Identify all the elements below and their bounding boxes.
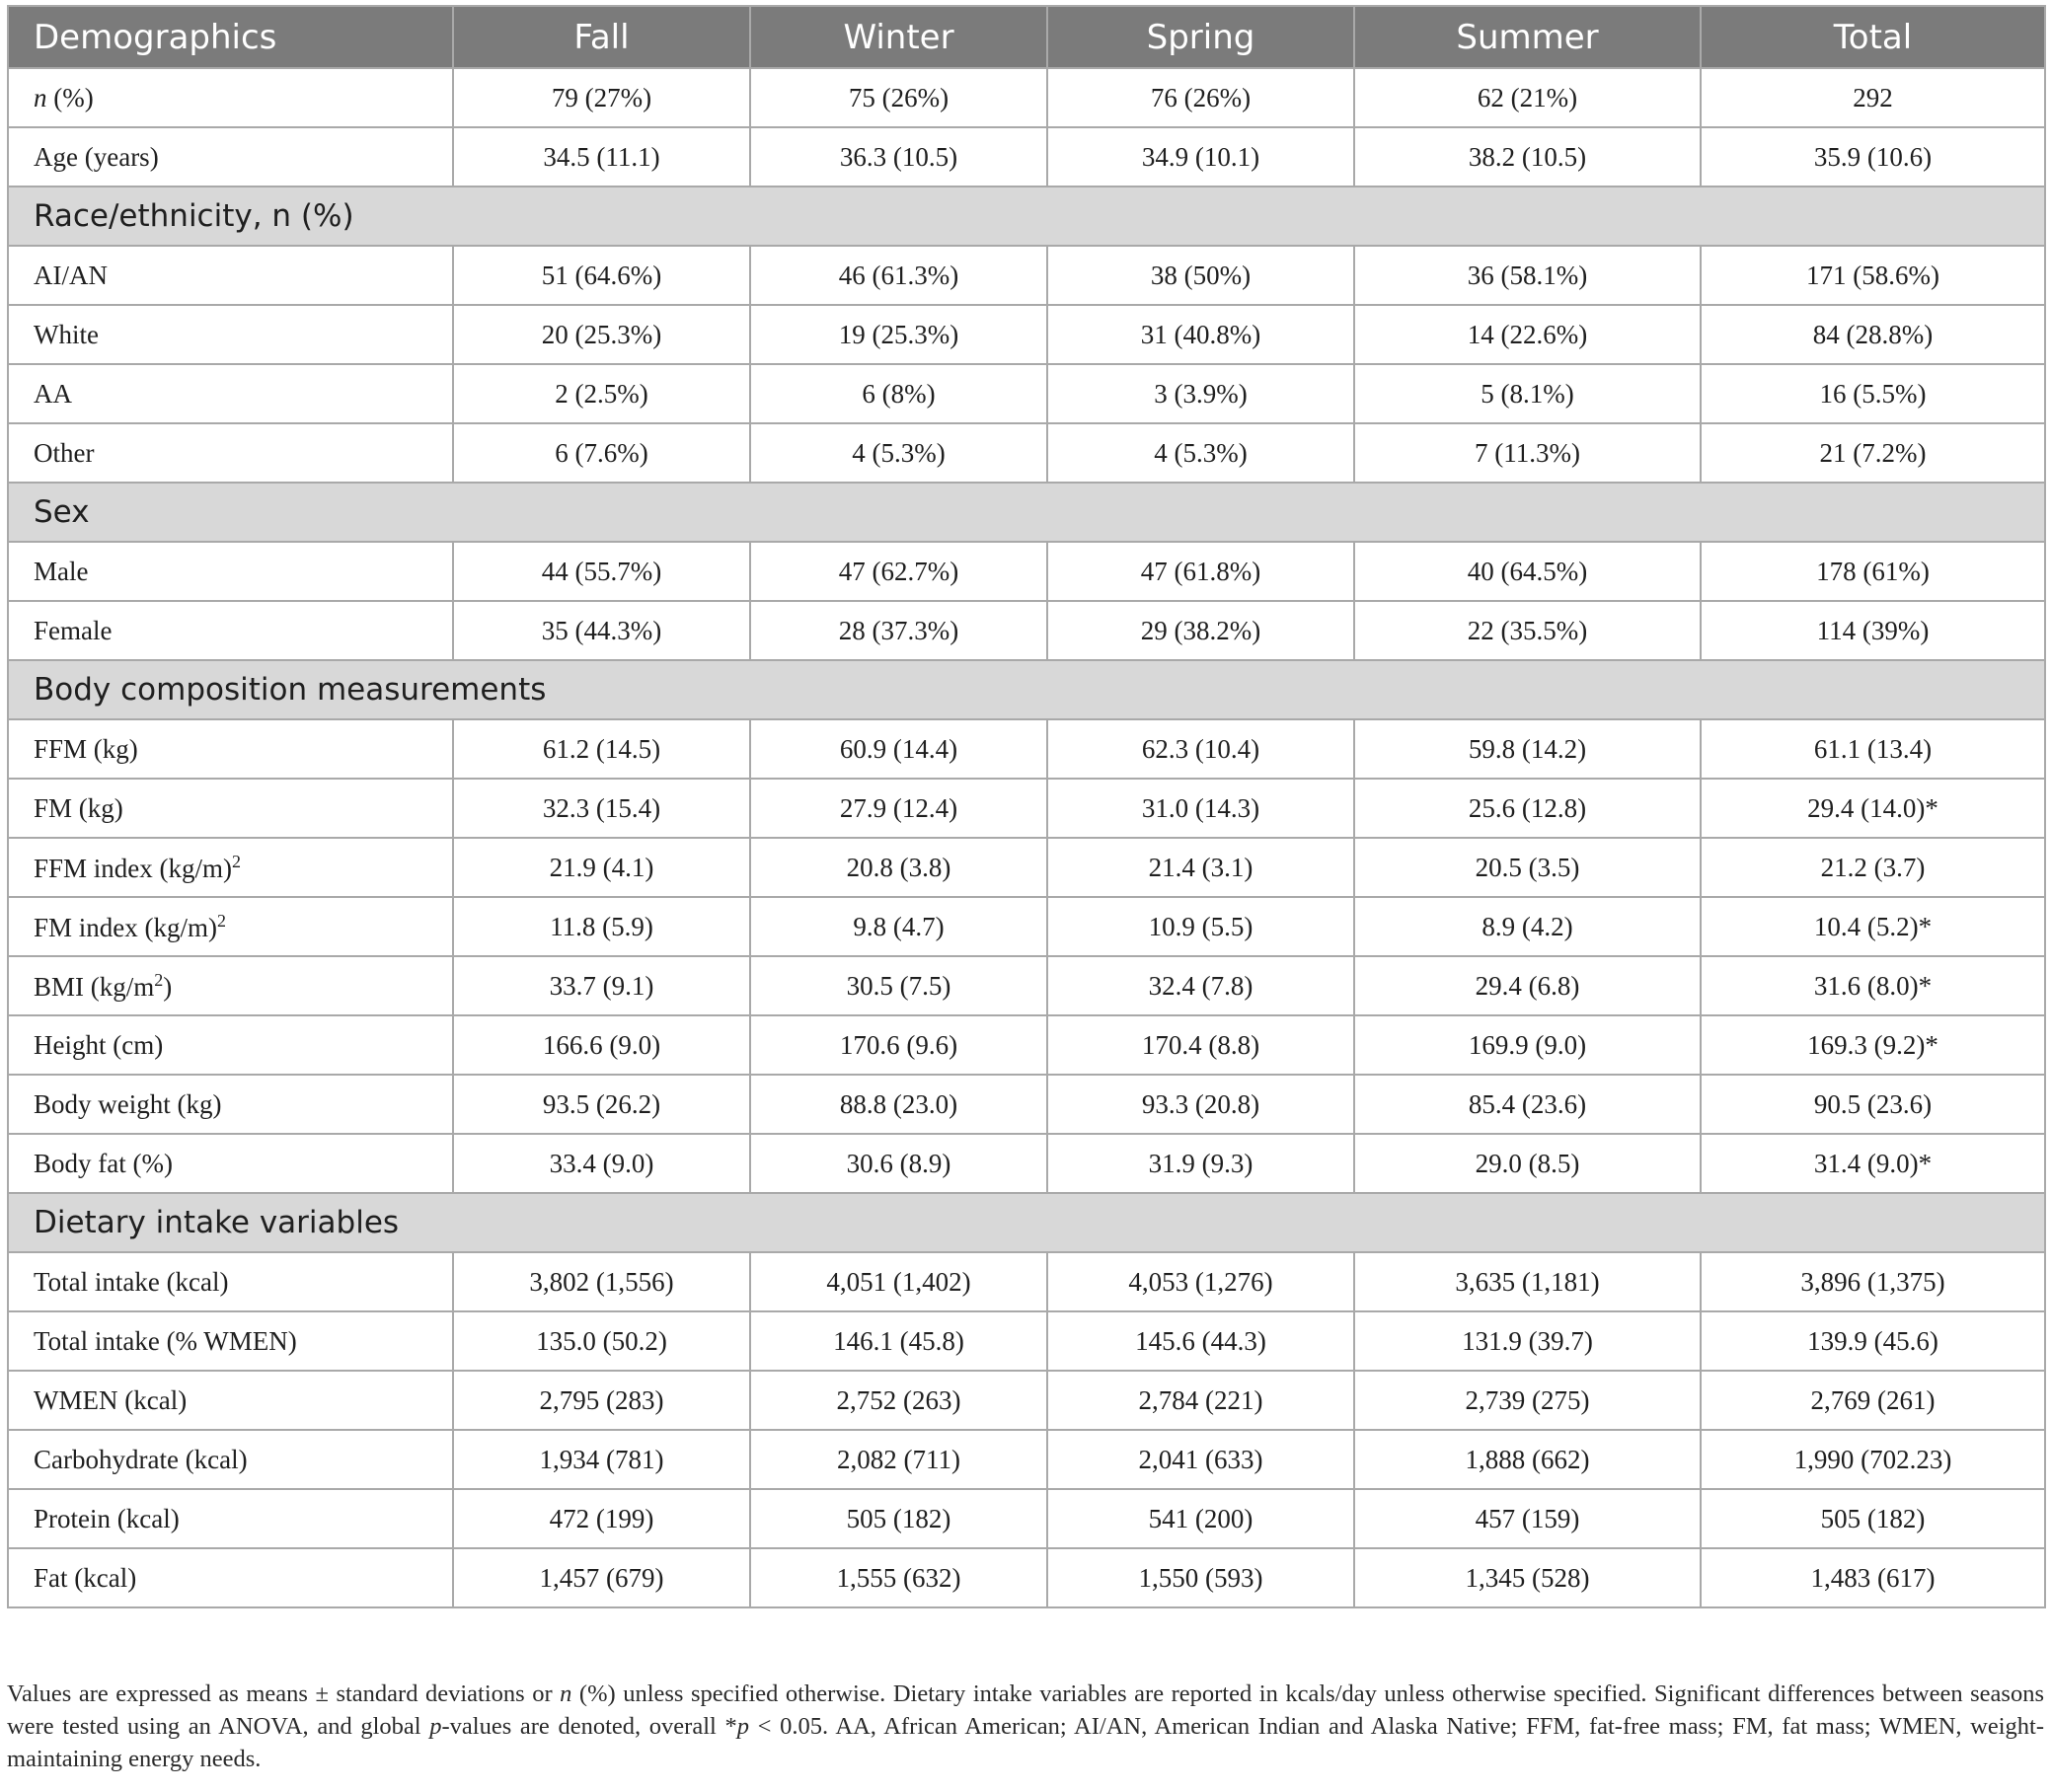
cell-winter: 1,555 (632)	[750, 1548, 1047, 1607]
header-summer: Summer	[1354, 6, 1701, 68]
cell-fall: 2 (2.5%)	[453, 364, 750, 423]
cell-winter: 47 (62.7%)	[750, 542, 1047, 601]
header-winter: Winter	[750, 6, 1047, 68]
cell-summer: 29.4 (6.8)	[1354, 956, 1701, 1015]
table-row	[8, 1311, 2045, 1371]
cell-winter: 27.9 (12.4)	[750, 779, 1047, 838]
cell-total: 171 (58.6%)	[1701, 246, 2045, 305]
section-header-row	[8, 187, 2045, 246]
header-total: Total	[1701, 6, 2045, 68]
table-row	[8, 1252, 2045, 1311]
row-label	[8, 838, 453, 897]
cell-summer: 3,635 (1,181)	[1354, 1252, 1701, 1311]
cell-spring: 76 (26%)	[1047, 68, 1354, 127]
section-title-dietary-intake-variables: Dietary intake variables	[8, 1193, 2045, 1252]
row-label	[8, 956, 453, 1015]
section-header-row	[8, 1193, 2045, 1252]
header-spring: Spring	[1047, 6, 1354, 68]
cell-summer: 85.4 (23.6)	[1354, 1075, 1701, 1134]
cell-total: 31.6 (8.0)*	[1701, 956, 2045, 1015]
cell-total: 292	[1701, 68, 2045, 127]
table-body	[8, 68, 2045, 1607]
cell-summer: 22 (35.5%)	[1354, 601, 1701, 660]
row-label-text: Male	[34, 556, 89, 586]
footnote-text: Values are expressed as means ± standard deviations or	[7, 1680, 561, 1707]
section-header-row	[8, 483, 2045, 542]
cell-spring: 34.9 (10.1)	[1047, 127, 1354, 187]
row-label	[8, 542, 453, 601]
cell-spring: 31.0 (14.3)	[1047, 779, 1354, 838]
table-row	[8, 1075, 2045, 1134]
cell-summer: 36 (58.1%)	[1354, 246, 1701, 305]
cell-spring: 4 (5.3%)	[1047, 423, 1354, 483]
row-label	[8, 1015, 453, 1075]
footnote-text: -values are denoted, overall *	[441, 1713, 737, 1740]
row-label	[8, 68, 453, 127]
row-label	[8, 1548, 453, 1607]
table-row	[8, 1489, 2045, 1548]
table-row	[8, 838, 2045, 897]
cell-summer: 1,888 (662)	[1354, 1430, 1701, 1489]
cell-winter: 6 (8%)	[750, 364, 1047, 423]
cell-fall: 79 (27%)	[453, 68, 750, 127]
table-row	[8, 542, 2045, 601]
cell-total: 29.4 (14.0)*	[1701, 779, 2045, 838]
cell-spring: 93.3 (20.8)	[1047, 1075, 1354, 1134]
cell-fall: 51 (64.6%)	[453, 246, 750, 305]
cell-fall: 166.6 (9.0)	[453, 1015, 750, 1075]
cell-spring: 31.9 (9.3)	[1047, 1134, 1354, 1193]
table-row	[8, 246, 2045, 305]
cell-total: 505 (182)	[1701, 1489, 2045, 1548]
row-label-text: Age (years)	[34, 141, 159, 172]
cell-winter: 4,051 (1,402)	[750, 1252, 1047, 1311]
row-label	[8, 305, 453, 364]
cell-spring: 3 (3.9%)	[1047, 364, 1354, 423]
cell-summer: 5 (8.1%)	[1354, 364, 1701, 423]
cell-total: 1,990 (702.23)	[1701, 1430, 2045, 1489]
cell-total: 169.3 (9.2)*	[1701, 1015, 2045, 1075]
row-label-text: Other	[34, 437, 95, 468]
cell-fall: 6 (7.6%)	[453, 423, 750, 483]
cell-winter: 46 (61.3%)	[750, 246, 1047, 305]
row-label-superscript: 2	[217, 910, 226, 931]
table-row	[8, 68, 2045, 127]
table-row	[8, 1371, 2045, 1430]
footnote-text: p	[736, 1713, 749, 1740]
demographics-table	[7, 5, 2046, 1608]
cell-fall: 33.7 (9.1)	[453, 956, 750, 1015]
cell-summer: 62 (21%)	[1354, 68, 1701, 127]
row-label	[8, 1075, 453, 1134]
footnote-text: p	[429, 1713, 442, 1740]
cell-fall: 34.5 (11.1)	[453, 127, 750, 187]
table-row	[8, 423, 2045, 483]
row-label-suffix: (%)	[46, 82, 94, 112]
cell-fall: 11.8 (5.9)	[453, 897, 750, 956]
row-label-text: FFM index (kg/m)	[34, 853, 233, 883]
cell-winter: 9.8 (4.7)	[750, 897, 1047, 956]
cell-total: 31.4 (9.0)*	[1701, 1134, 2045, 1193]
cell-fall: 35 (44.3%)	[453, 601, 750, 660]
cell-total: 1,483 (617)	[1701, 1548, 2045, 1607]
cell-spring: 31 (40.8%)	[1047, 305, 1354, 364]
row-label	[8, 1252, 453, 1311]
table-header-row	[8, 6, 2045, 68]
section-title-sex: Sex	[8, 483, 2045, 542]
table-footnote	[7, 1678, 2044, 1775]
cell-summer: 1,345 (528)	[1354, 1548, 1701, 1607]
cell-total: 35.9 (10.6)	[1701, 127, 2045, 187]
cell-fall: 135.0 (50.2)	[453, 1311, 750, 1371]
cell-spring: 62.3 (10.4)	[1047, 719, 1354, 779]
table-row	[8, 719, 2045, 779]
cell-fall: 2,795 (283)	[453, 1371, 750, 1430]
cell-fall: 472 (199)	[453, 1489, 750, 1548]
cell-summer: 25.6 (12.8)	[1354, 779, 1701, 838]
footnote-text: n	[560, 1680, 572, 1707]
cell-winter: 505 (182)	[750, 1489, 1047, 1548]
row-label	[8, 601, 453, 660]
cell-summer: 38.2 (10.5)	[1354, 127, 1701, 187]
cell-total: 16 (5.5%)	[1701, 364, 2045, 423]
cell-summer: 14 (22.6%)	[1354, 305, 1701, 364]
cell-spring: 170.4 (8.8)	[1047, 1015, 1354, 1075]
row-label-superscript: 2	[154, 969, 164, 990]
row-label-text: BMI (kg/m	[34, 971, 155, 1002]
row-label	[8, 1311, 453, 1371]
row-label-text: n	[34, 82, 47, 112]
cell-summer: 457 (159)	[1354, 1489, 1701, 1548]
section-header-row	[8, 660, 2045, 719]
cell-total: 139.9 (45.6)	[1701, 1311, 2045, 1371]
row-label	[8, 1371, 453, 1430]
cell-summer: 59.8 (14.2)	[1354, 719, 1701, 779]
cell-fall: 1,934 (781)	[453, 1430, 750, 1489]
cell-summer: 131.9 (39.7)	[1354, 1311, 1701, 1371]
cell-summer: 169.9 (9.0)	[1354, 1015, 1701, 1075]
row-label-text: Carbohydrate (kcal)	[34, 1444, 248, 1474]
cell-winter: 146.1 (45.8)	[750, 1311, 1047, 1371]
header-demographics: Demographics	[8, 6, 453, 68]
cell-spring: 4,053 (1,276)	[1047, 1252, 1354, 1311]
cell-total: 21 (7.2%)	[1701, 423, 2045, 483]
cell-spring: 10.9 (5.5)	[1047, 897, 1354, 956]
cell-spring: 541 (200)	[1047, 1489, 1354, 1548]
cell-winter: 75 (26%)	[750, 68, 1047, 127]
row-label-text: Body fat (%)	[34, 1148, 173, 1178]
cell-fall: 32.3 (15.4)	[453, 779, 750, 838]
cell-total: 84 (28.8%)	[1701, 305, 2045, 364]
row-label	[8, 423, 453, 483]
table-row	[8, 601, 2045, 660]
cell-winter: 4 (5.3%)	[750, 423, 1047, 483]
cell-fall: 61.2 (14.5)	[453, 719, 750, 779]
cell-total: 61.1 (13.4)	[1701, 719, 2045, 779]
table-row	[8, 364, 2045, 423]
table-row	[8, 127, 2045, 187]
section-title-race-ethnicity-n: Race/ethnicity, n (%)	[8, 187, 2045, 246]
cell-spring: 2,041 (633)	[1047, 1430, 1354, 1489]
row-label	[8, 1430, 453, 1489]
cell-summer: 40 (64.5%)	[1354, 542, 1701, 601]
row-label-text: AA	[34, 378, 72, 409]
table-row	[8, 956, 2045, 1015]
row-label-text: Protein (kcal)	[34, 1503, 180, 1533]
cell-summer: 29.0 (8.5)	[1354, 1134, 1701, 1193]
row-label-text: WMEN (kcal)	[34, 1384, 188, 1415]
cell-winter: 36.3 (10.5)	[750, 127, 1047, 187]
cell-winter: 88.8 (23.0)	[750, 1075, 1047, 1134]
row-label	[8, 127, 453, 187]
row-label-text: Total intake (% WMEN)	[34, 1325, 297, 1356]
row-label	[8, 897, 453, 956]
table-row	[8, 1548, 2045, 1607]
row-label-superscript: 2	[232, 851, 242, 871]
row-label-text: Fat (kcal)	[34, 1562, 137, 1593]
cell-spring: 21.4 (3.1)	[1047, 838, 1354, 897]
cell-winter: 19 (25.3%)	[750, 305, 1047, 364]
cell-winter: 2,082 (711)	[750, 1430, 1047, 1489]
row-label-text: AI/AN	[34, 260, 108, 290]
cell-spring: 32.4 (7.8)	[1047, 956, 1354, 1015]
row-label-closing: )	[163, 971, 173, 1002]
footnote-text: (%) unless specified otherwise. Dietary intake variables are reported in kcals/day unless otherwise specified. Significant differences between seasons were tested using an ANOVA, and global	[7, 1680, 2044, 1740]
cell-total: 178 (61%)	[1701, 542, 2045, 601]
cell-winter: 2,752 (263)	[750, 1371, 1047, 1430]
cell-spring: 38 (50%)	[1047, 246, 1354, 305]
cell-winter: 60.9 (14.4)	[750, 719, 1047, 779]
row-label-text: FM (kg)	[34, 792, 123, 823]
table-row	[8, 305, 2045, 364]
section-title-body-composition-measurements: Body composition measurements	[8, 660, 2045, 719]
table-row	[8, 1430, 2045, 1489]
cell-fall: 21.9 (4.1)	[453, 838, 750, 897]
header-fall: Fall	[453, 6, 750, 68]
table-row	[8, 779, 2045, 838]
table-row	[8, 897, 2045, 956]
row-label	[8, 1489, 453, 1548]
cell-total: 21.2 (3.7)	[1701, 838, 2045, 897]
cell-winter: 170.6 (9.6)	[750, 1015, 1047, 1075]
cell-total: 90.5 (23.6)	[1701, 1075, 2045, 1134]
cell-fall: 33.4 (9.0)	[453, 1134, 750, 1193]
cell-winter: 20.8 (3.8)	[750, 838, 1047, 897]
cell-spring: 47 (61.8%)	[1047, 542, 1354, 601]
cell-spring: 29 (38.2%)	[1047, 601, 1354, 660]
cell-summer: 20.5 (3.5)	[1354, 838, 1701, 897]
cell-total: 10.4 (5.2)*	[1701, 897, 2045, 956]
cell-fall: 93.5 (26.2)	[453, 1075, 750, 1134]
cell-spring: 2,784 (221)	[1047, 1371, 1354, 1430]
cell-spring: 145.6 (44.3)	[1047, 1311, 1354, 1371]
row-label-text: FFM (kg)	[34, 733, 138, 764]
row-label-text: FM index (kg/m)	[34, 912, 217, 942]
cell-fall: 44 (55.7%)	[453, 542, 750, 601]
table-row	[8, 1015, 2045, 1075]
cell-total: 2,769 (261)	[1701, 1371, 2045, 1430]
cell-fall: 1,457 (679)	[453, 1548, 750, 1607]
row-label-text: White	[34, 319, 99, 349]
table-row	[8, 1134, 2045, 1193]
cell-fall: 20 (25.3%)	[453, 305, 750, 364]
cell-total: 114 (39%)	[1701, 601, 2045, 660]
cell-summer: 7 (11.3%)	[1354, 423, 1701, 483]
footnote-text: < 0.05. AA, African American; AI/AN, American Indian and Alaska Native; FFM, fat-free mass; FM, fat mass; WMEN, weight-maintaining energy needs.	[7, 1713, 2045, 1772]
cell-summer: 8.9 (4.2)	[1354, 897, 1701, 956]
cell-winter: 30.6 (8.9)	[750, 1134, 1047, 1193]
row-label	[8, 1134, 453, 1193]
cell-winter: 28 (37.3%)	[750, 601, 1047, 660]
table-container	[7, 5, 2044, 1608]
row-label	[8, 246, 453, 305]
cell-spring: 1,550 (593)	[1047, 1548, 1354, 1607]
row-label-text: Height (cm)	[34, 1029, 164, 1060]
cell-fall: 3,802 (1,556)	[453, 1252, 750, 1311]
row-label-text: Female	[34, 615, 113, 645]
cell-total: 3,896 (1,375)	[1701, 1252, 2045, 1311]
cell-winter: 30.5 (7.5)	[750, 956, 1047, 1015]
row-label	[8, 779, 453, 838]
row-label	[8, 364, 453, 423]
row-label	[8, 719, 453, 779]
row-label-text: Total intake (kcal)	[34, 1266, 229, 1297]
row-label-text: Body weight (kg)	[34, 1088, 222, 1119]
cell-summer: 2,739 (275)	[1354, 1371, 1701, 1430]
